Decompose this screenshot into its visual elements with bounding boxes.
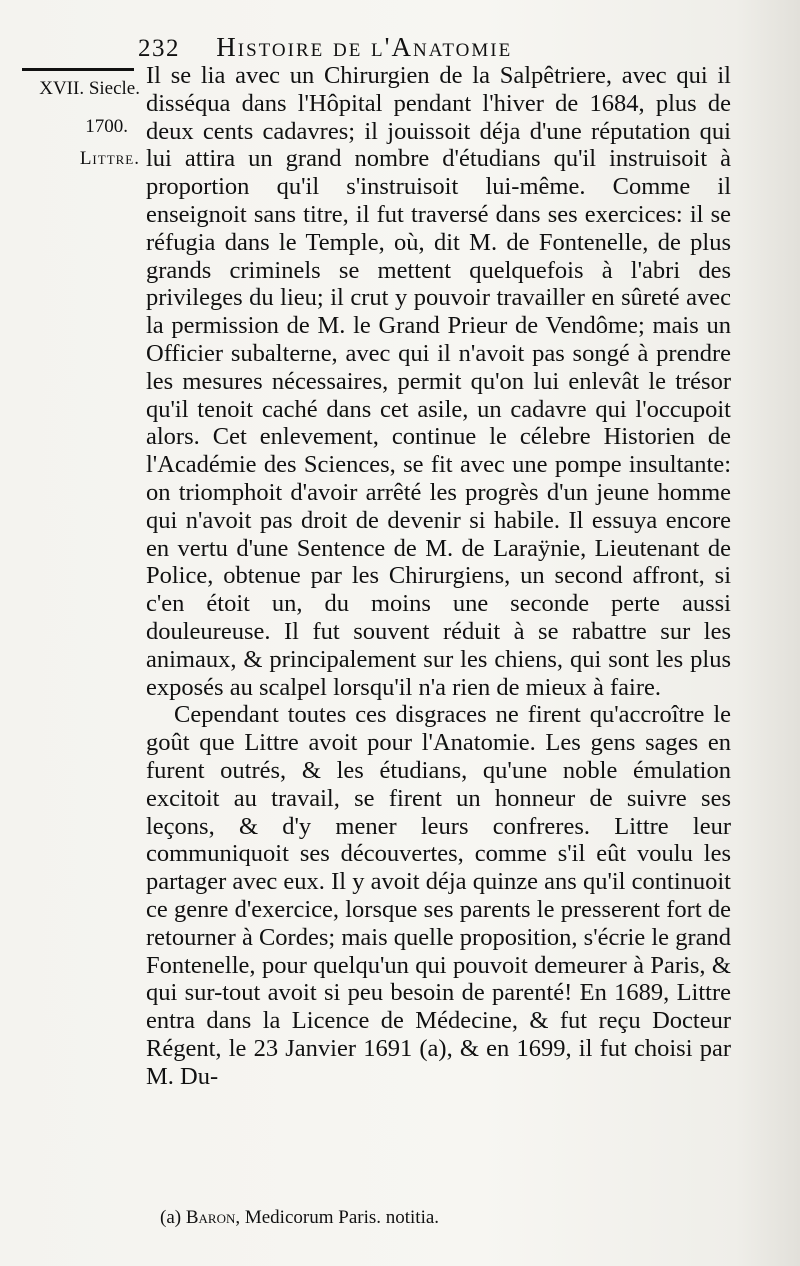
margin-century: XVII. Siecle. [39,78,140,99]
paragraph: Il se lia avec un Chirurgien de la Salpêtriere, avec qui il disséqua dans l'Hôpital pendant l'hiver de 1684, plus de deux cents cadavres; il jouissoit déja d'une réputation qui lui attira un grand nombre d'étudians qu'il instruisoit à proportion qu'il s'instruisoit lui-même. Comme il enseignoit sans titre, il fut traversé dans ses exercices: il se réfugia dans le Temple, où, dit M. de Fontenelle, de plus grands criminels se mettent quelquefois à l'abri des privileges du lieu; il crut y pouvoir travailler en sûreté avec la permission de M. le Grand Prieur de Vendôme; mais un Officier subalterne, avec qui il n'avoit pas songé à prendre les mesures nécessaires, permit qu'on lui enlevât le trésor qu'il tenoit caché dans cet asile, un cadavre qui l'occupoit alors. Cet enlevement, continue le célebre Historien de l'Académie des Sciences, se fit avec une pompe insultante: on triomphoit d'avoir arrêté les progrès d'un jeune homme qui n'avoit pas droit de devenir si habile. Il essuya encore en vertu d'une Sentence de M. de Laraÿnie, Lieutenant de Police, obtenue par les Chirurgiens, un second affront, si c'en étoit un, du moins une seconde perte aussi douleureuse. Il fut souvent réduit à se rabattre sur les animaux, & principalement sur les chiens, qui sont les plus exposés au scalpel lorsqu'il n'a rien de mieux à faire. [146,62,731,701]
running-head [138,32,658,63]
body-text [146,62,731,1090]
page-number: 232 [138,35,180,62]
paragraph: Cependant toutes ces disgraces ne firent qu'accroître le goût que Littre avoit pour l'Anatomie. Les gens sages en furent outrés, & les étudians, qu'une noble émulation excitoit au travail, se firent un honneur de suivre ses leçons, & d'y mener leurs confreres. Littre leur communiquoit ses découvertes, comme s'il eût voulu les partager avec eux. Il y avoit déja quinze ans qu'il continuoit ce genre d'exercice, lorsque ses parents le presserent fort de retourner à Cordes; mais quelle proposition, s'écrie le grand Fontenelle, pour quelqu'un qui pouvoit demeurer à Paris, & qui sur-tout avoit si peu besoin de parenté! En 1689, Littre entra dans la Licence de Médecine, & fut reçu Docteur Régent, le 23 Janvier 1691 (a), & en 1699, il fut choisi par M. Du- [146,701,731,1090]
footnote-source: , Medicorum Paris. notitia. [235,1207,440,1228]
footnote-marker: (a) [160,1207,182,1228]
margin-name: Littre. [79,148,140,169]
footnote-author: Baron [185,1207,236,1228]
margin-year: 1700. [85,116,128,137]
footnote [160,1207,720,1229]
margin-rule [22,68,134,71]
running-title: Histoire de l'Anatomie [216,32,513,62]
